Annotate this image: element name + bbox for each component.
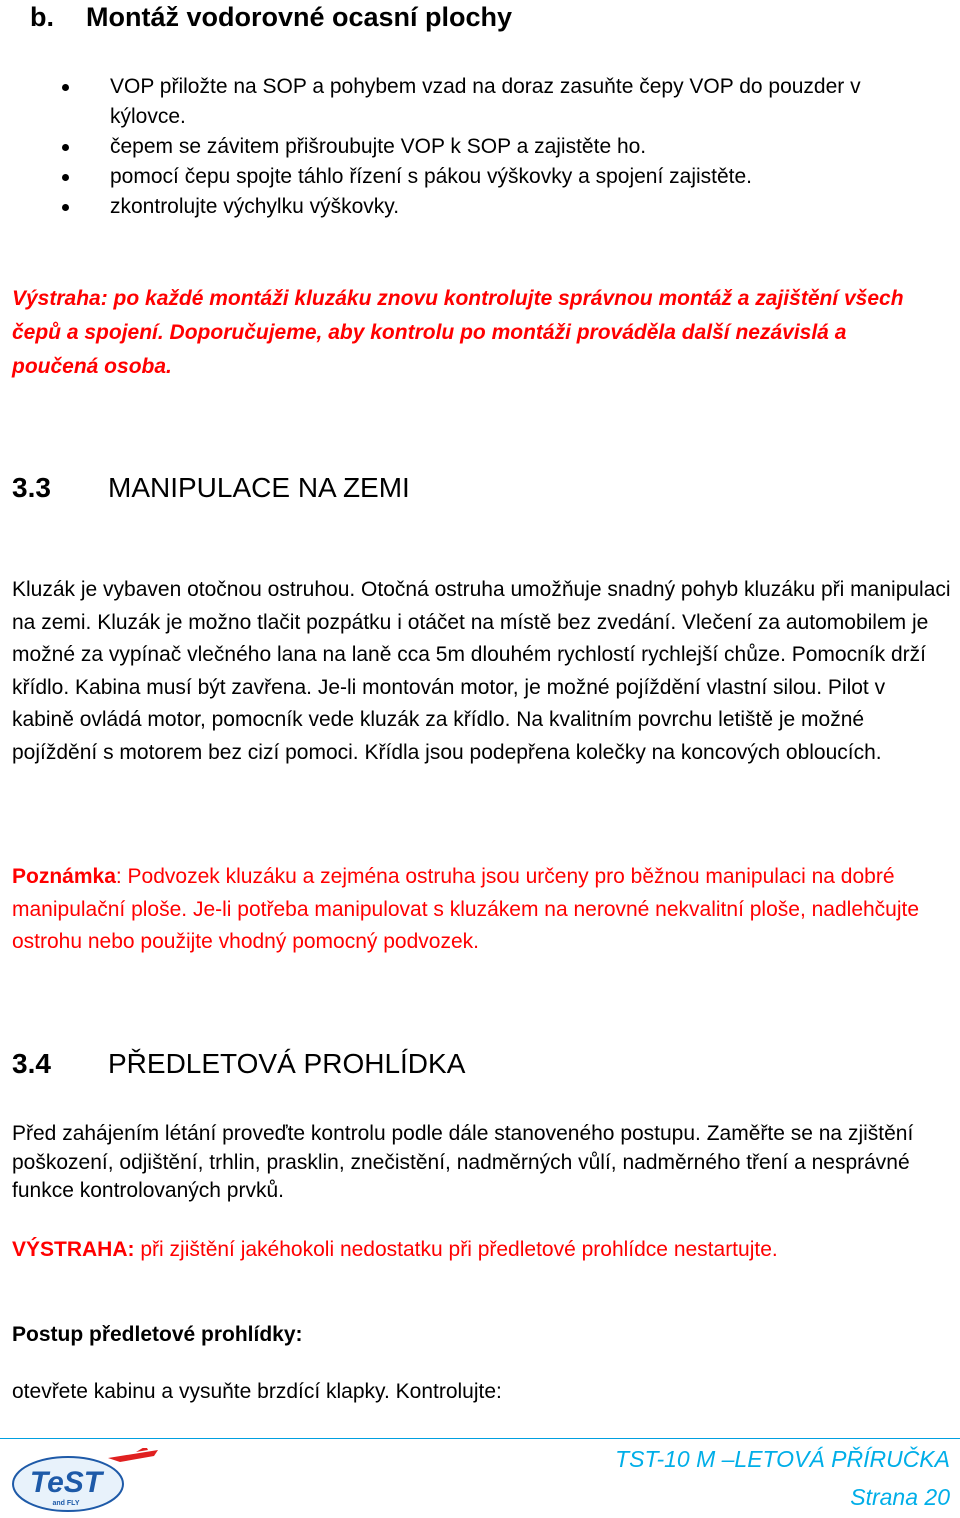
preflight-procedure-heading: Postup předletové prohlídky: [12, 1323, 303, 1346]
ground-handling-paragraph: Kluzák je vybaven otočnou ostruhou. Otočná ostruha umožňuje snadný pohyb kluzáku při manipulaci na zemi. Kluzák je možno tlačit pozpátku i otáčet na místě bez zvedání. Vlečení za automobilem je možné za vypínač vlečného lana na laně cca 5m dlouhém rychlostí rychlejší chůze. Pomocník drží křídlo. Kabina musí být zavřena. Je-li montován motor, je možné pojíždění vlastní silou. Pilot v kabině ovládá motor, pomocník vede kluzák za křídlo. Na kvalitním povrchu letiště je možné pojíždění s motorem bez cizí pomoci. Křídla jsou podepřena kolečky na koncových obloucích. [12, 578, 951, 764]
footer-divider [0, 1438, 960, 1439]
list-item-text: pomocí čepu spojte táhlo řízení s pákou výškovky a spojení zajistěte. [110, 165, 753, 188]
airplane-wing-icon [108, 1450, 158, 1462]
section-3-3-heading [12, 470, 410, 506]
section-3-3-number: 3.3 [12, 472, 51, 503]
section-3-4-heading [12, 1046, 465, 1082]
list-item [62, 72, 942, 132]
note-text: : Podvozek kluzáku a zejména ostruha jsou určeny pro běžnou manipulaci na dobré manipulační ploše. Je-li potřeba manipulovat s kluzákem na nerovné nekvalitní ploše, nadlehčujte ostrohu nebo použijte vhodný pomocný podvozek. [12, 865, 920, 954]
preflight-warning-label: VÝSTRAHA: [12, 1238, 135, 1261]
airplane-tail-icon [136, 1448, 148, 1452]
preflight-warning [12, 1236, 778, 1264]
note-label: Poznámka [12, 865, 116, 888]
list-item [62, 192, 942, 222]
bullet-icon [62, 174, 69, 181]
preflight-paragraph: Před zahájením létání proveďte kontrolu podle dále stanoveného postupu. Zaměřte se na zjištění poškození, odjištění, trhlin, prasklin, znečistění, nadměrných vůlí, nadměrného tření a nesprávné funkce kontrolovaných prvků. [12, 1122, 914, 1202]
section-3-4-title: PŘEDLETOVÁ PROHLÍDKA [108, 1048, 466, 1079]
section-3-4-number: 3.4 [12, 1048, 51, 1079]
section-b-title: Montáž vodorovné ocasní plochy [86, 2, 513, 32]
section-3-3-title: MANIPULACE NA ZEMI [108, 472, 410, 503]
list-item-text: čepem se závitem přišroubujte VOP k SOP a zajistěte ho. [110, 135, 647, 158]
logo-subtext: and FLY [52, 1500, 80, 1507]
list-item-text: VOP přiložte na SOP a pohybem vzad na doraz zasuňte čepy VOP do pouzder v kýlovce. [110, 75, 861, 128]
assembly-warning: Výstraha: po každé montáži kluzáku znovu kontrolujte správnou montáž a zajištění všech čepů a spojení. Doporučujeme, aby kontrolu po montáži prováděla další nezávislá a poučená osoba. [12, 287, 904, 378]
assembly-steps-list [62, 72, 942, 222]
preflight-first-step: otevřete kabinu a vysuňte brzdící klapky. Kontrolujte: [12, 1380, 502, 1403]
section-b-number: b. [30, 2, 54, 32]
section-b-heading [30, 0, 512, 34]
test-logo [8, 1448, 168, 1514]
preflight-warning-text: při zjištění jakéhokoli nedostatku při předletové prohlídce nestartujte. [134, 1238, 778, 1261]
list-item-text: zkontrolujte výchylku výškovky. [110, 195, 400, 218]
footer-document-title: TST-10 M –LETOVÁ PŘÍRUČKA [615, 1446, 950, 1472]
list-item [62, 132, 942, 162]
footer-page-number: Strana 20 [850, 1484, 950, 1510]
list-item [62, 162, 942, 192]
bullet-icon [62, 84, 69, 91]
logo-text: TeST [29, 1466, 103, 1499]
bullet-icon [62, 204, 69, 211]
ground-handling-note [12, 861, 952, 959]
bullet-icon [62, 144, 69, 151]
